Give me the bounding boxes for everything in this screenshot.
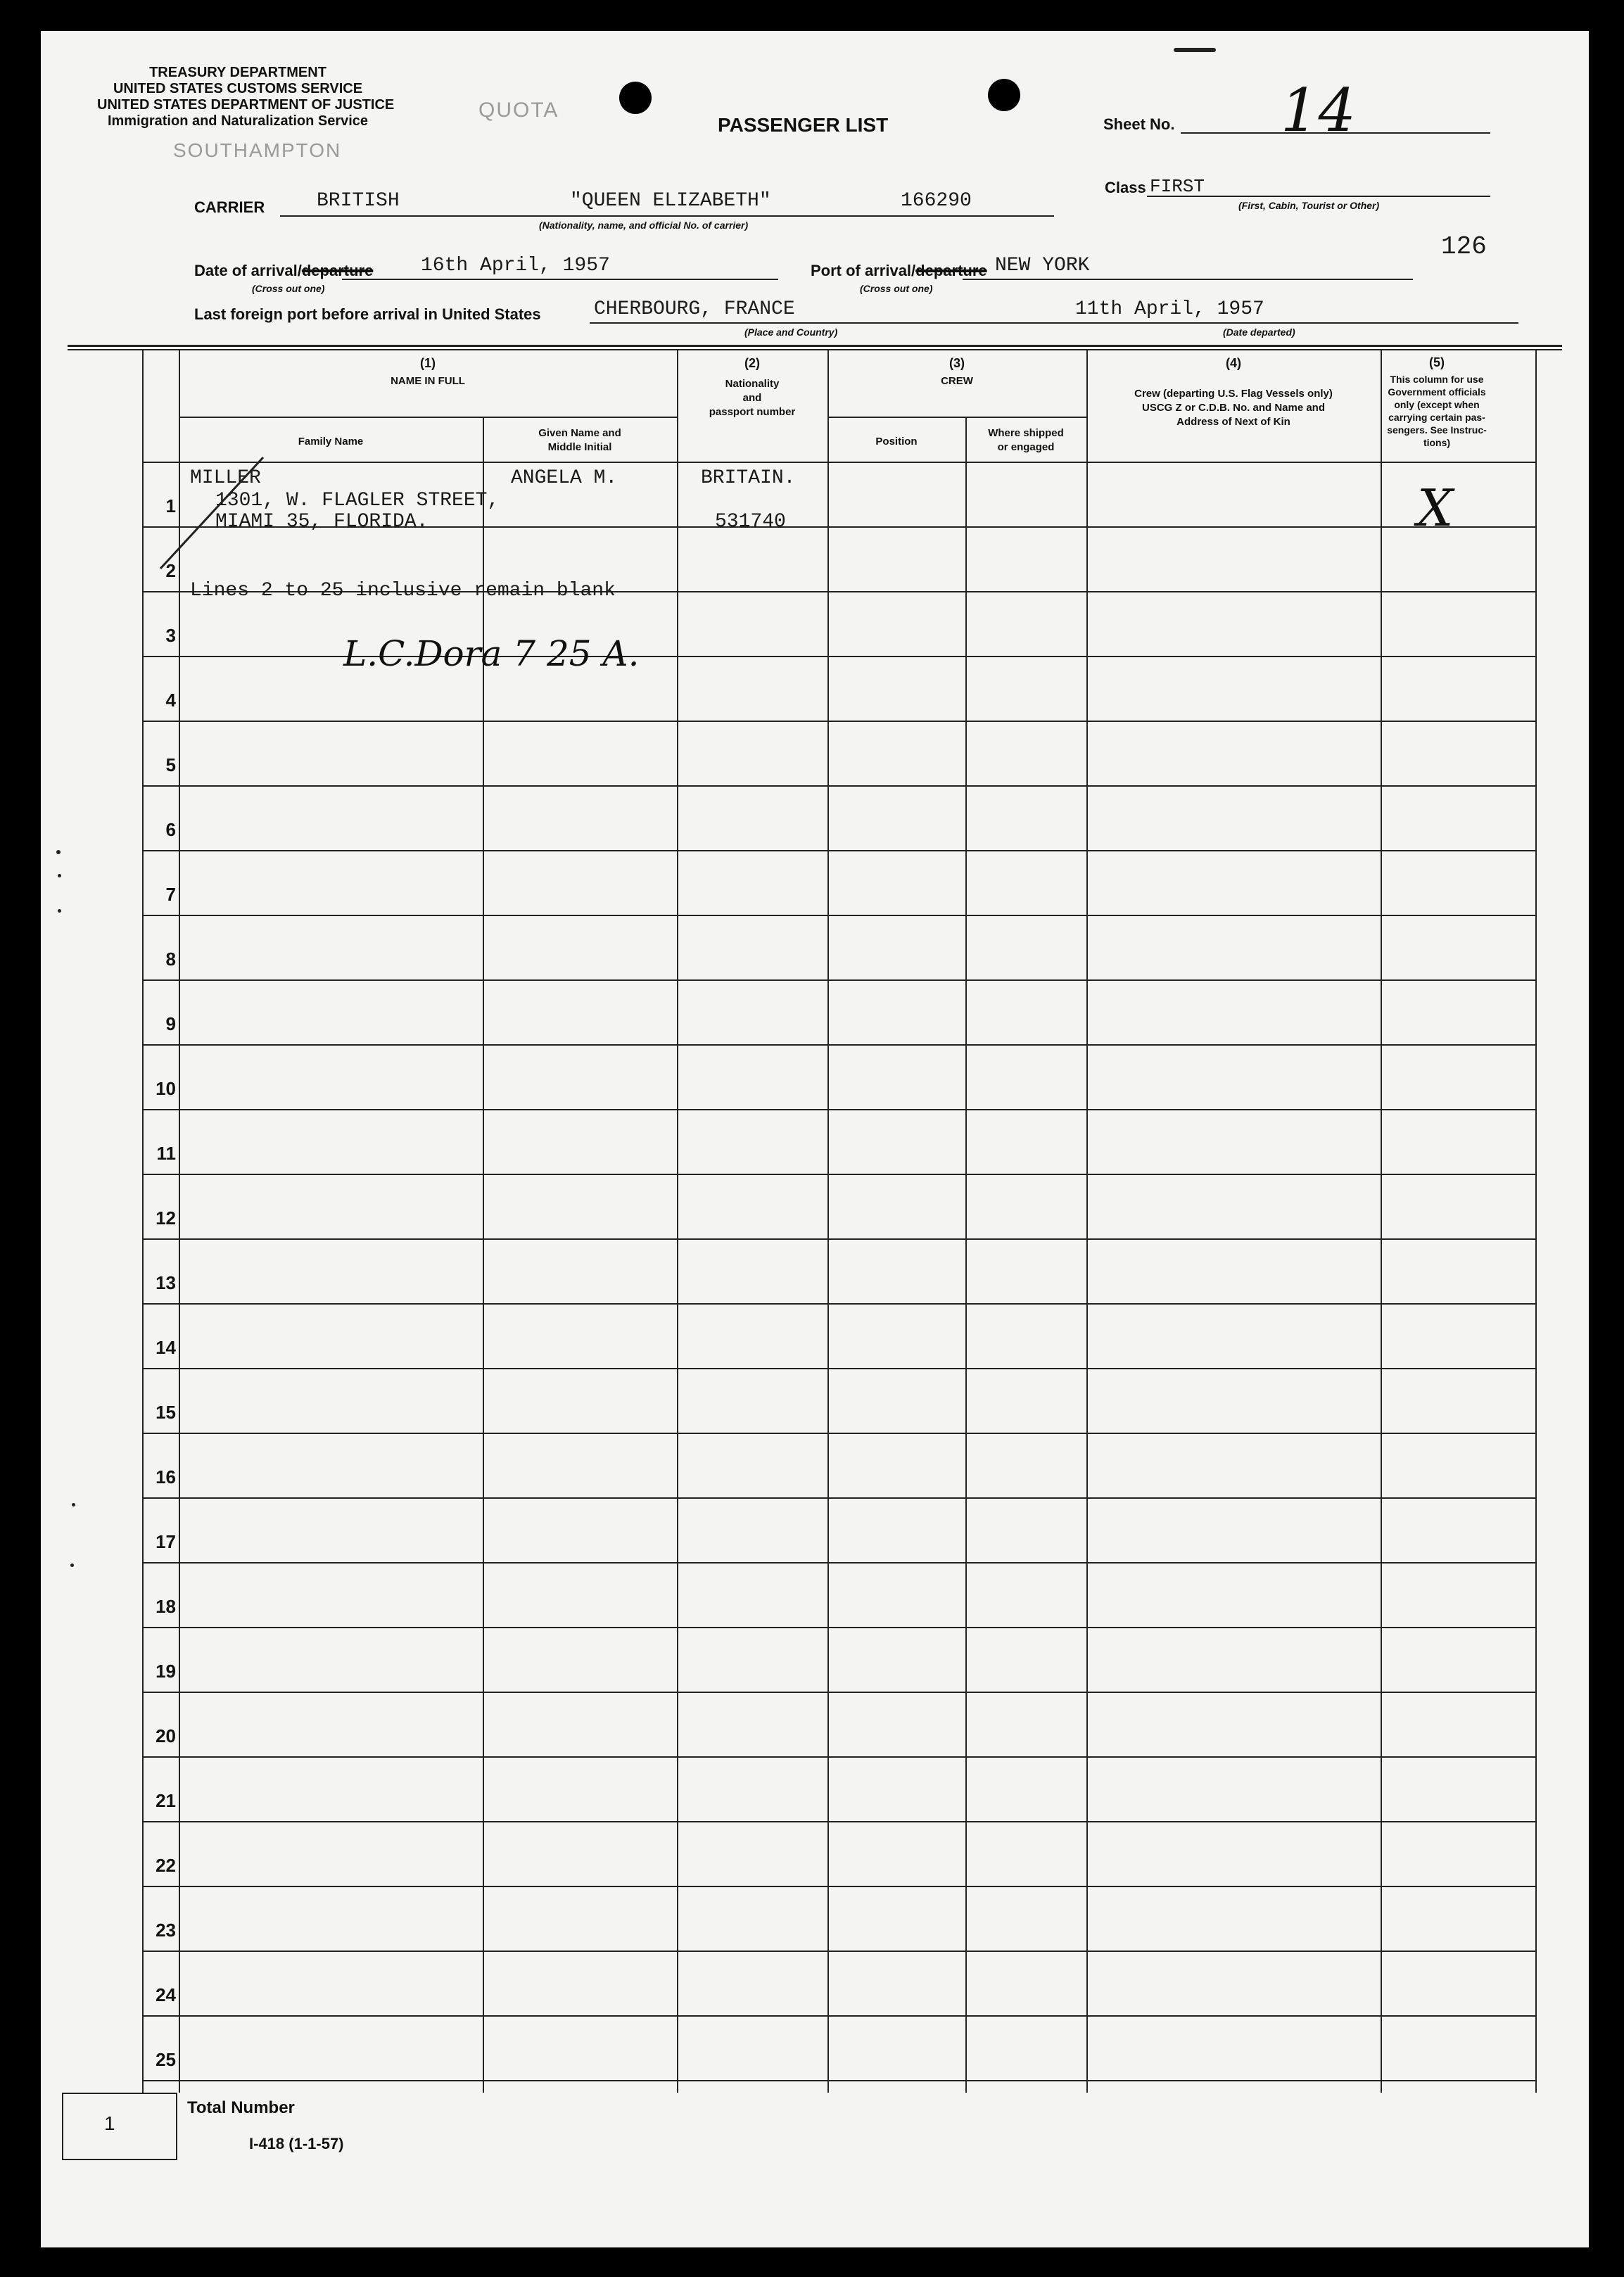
line1-slash: [139, 429, 322, 570]
table-row-rule: [142, 1562, 1535, 1564]
page-number: 126: [1441, 232, 1487, 261]
row-number: 23: [156, 1920, 176, 1941]
row-number: 5: [165, 754, 176, 775]
col2-number: (2): [744, 356, 760, 370]
table-row-rule: [142, 2015, 1535, 2017]
date-departed-value: 11th April, 1957: [1075, 298, 1264, 320]
row-number: 25: [156, 2049, 176, 2070]
official-use-line5: sengers. See Instruc-: [1387, 424, 1487, 436]
passenger-given-name: ANGELA M.: [511, 467, 618, 489]
arrival-port-label-text: Port of arrival/: [811, 262, 916, 279]
row-number: 1: [165, 495, 176, 516]
form-title: PASSENGER LIST: [718, 114, 889, 136]
punch-hole-right: [988, 79, 1020, 111]
row-number: 18: [156, 1596, 176, 1617]
arrival-date-caption: (Cross out one): [252, 283, 325, 294]
row-number: 19: [156, 1661, 176, 1682]
position-header: Position: [875, 436, 918, 448]
row-number: 14: [156, 1337, 176, 1358]
row-number: 12: [156, 1207, 176, 1229]
header-sub-rule: [827, 417, 1086, 418]
arrival-date-label: [194, 262, 373, 280]
given-name-line1: Given Name and: [538, 427, 621, 439]
carrier-official-number: 166290: [901, 190, 972, 212]
quota-stamp: QUOTA: [478, 99, 559, 122]
table-row-rule: [142, 1756, 1535, 1758]
official-use-line2: Government officials: [1388, 386, 1486, 398]
table-row-rule: [142, 850, 1535, 851]
col1-title: NAME IN FULL: [391, 375, 465, 387]
table-row-rule: [142, 1238, 1535, 1240]
row-number: 16: [156, 1466, 176, 1488]
row-number: 3: [165, 625, 176, 646]
last-port-value: CHERBOURG, FRANCE: [594, 298, 795, 320]
arrival-date-struck: departure: [301, 262, 374, 279]
col4-number: (4): [1226, 356, 1241, 370]
table-row-rule: [142, 2080, 1535, 2081]
nationality-line2: and: [742, 392, 762, 404]
official-use-line3: only (except when: [1394, 399, 1480, 410]
official-use-line6: tions): [1423, 437, 1451, 448]
col3-number: (3): [949, 356, 965, 370]
margin-dot-5: [70, 1564, 74, 1567]
col5-number: (5): [1429, 355, 1445, 369]
table-row-rule: [142, 979, 1535, 981]
next-of-kin-line1: Crew (departing U.S. Flag Vessels only): [1134, 388, 1333, 400]
official-use-line1: This column for use: [1390, 374, 1484, 385]
header-rule-2: [68, 349, 1562, 350]
row-number: 21: [156, 1790, 176, 1811]
total-label: Total Number: [187, 2098, 295, 2117]
table-row-rule: [142, 1174, 1535, 1175]
table-row-rule: [142, 1951, 1535, 1952]
table-row-rule: [142, 1368, 1535, 1369]
table-row-rule: [142, 721, 1535, 722]
row-number: 10: [156, 1078, 176, 1099]
arrival-port-caption: (Cross out one): [860, 283, 933, 294]
arrival-date-value: 16th April, 1957: [421, 255, 610, 277]
official-use-line4: carrying certain pas-: [1388, 412, 1485, 423]
total-value: 1: [104, 2112, 115, 2134]
last-port-label: Last foreign port before arrival in United States: [194, 305, 541, 323]
official-mark-x: X: [1417, 478, 1454, 538]
sheet-number: 14: [1281, 76, 1356, 145]
where-shipped-line1: Where shipped: [988, 427, 1064, 439]
next-of-kin-line2: USCG Z or C.D.B. No. and Name and: [1141, 402, 1326, 414]
table-row-rule: [142, 462, 1535, 463]
southampton-stamp: SOUTHAMPTON: [173, 139, 342, 161]
table-row-rule: [142, 1303, 1535, 1305]
passenger-address-line1: 1301, W. FLAGLER STREET,: [215, 490, 500, 512]
row-number: 17: [156, 1531, 176, 1552]
carrier-nationality: BRITISH: [317, 190, 400, 212]
row-number: 24: [156, 1984, 176, 2005]
margin-dot-2: [58, 874, 61, 877]
carrier-caption: (Nationality, name, and official No. of carrier): [539, 220, 749, 231]
last-port-caption: (Place and Country): [744, 326, 838, 338]
passenger-address-line2: MIAMI 35, FLORIDA.: [215, 511, 429, 533]
col1-number: (1): [420, 356, 436, 370]
crew-title: CREW: [941, 375, 973, 387]
table-row-rule: [142, 1433, 1535, 1434]
col1-header: [179, 356, 677, 388]
agency-treasury: TREASURY DEPARTMENT: [149, 65, 326, 80]
given-name-line2: Middle Initial: [547, 441, 612, 453]
table-column-rule: [1086, 349, 1088, 2093]
row-number: 11: [156, 1143, 176, 1164]
blank-lines-note: Lines 2 to 25 inclusive remain blank: [190, 580, 616, 602]
row-number: 20: [156, 1725, 176, 1746]
table-row-rule: [142, 915, 1535, 916]
official-use-header: [1381, 356, 1493, 449]
ink-speck: [1174, 48, 1216, 52]
where-shipped-header: [965, 426, 1086, 455]
table-column-rule: [827, 349, 829, 2093]
nationality-line3: passport number: [709, 406, 796, 418]
table-column-rule: [677, 349, 678, 2093]
row-number: 7: [165, 884, 176, 905]
table-row-rule: [142, 785, 1535, 787]
where-shipped-line2: or engaged: [997, 441, 1055, 453]
next-of-kin-header: [1086, 356, 1381, 429]
punch-hole-left: [619, 82, 652, 114]
arrival-port-value: NEW YORK: [995, 255, 1090, 277]
class-label: Class: [1105, 179, 1146, 196]
row-number: 9: [165, 1013, 176, 1034]
row-number: 15: [156, 1402, 176, 1423]
table-row-rule: [142, 1044, 1535, 1046]
table-column-rule: [1535, 349, 1537, 2093]
agency-customs: UNITED STATES CUSTOMS SERVICE: [113, 81, 363, 96]
row-number: 22: [156, 1855, 176, 1876]
row-number: 13: [156, 1272, 176, 1293]
date-departed-caption: (Date departed): [1223, 326, 1295, 338]
given-name-header: [483, 426, 677, 455]
agency-header: [97, 65, 395, 129]
table-column-rule: [1381, 349, 1382, 2093]
last-port-underline: [590, 322, 1075, 324]
sheet-label: Sheet No.: [1103, 115, 1175, 133]
table-row-rule: [142, 1627, 1535, 1628]
header-rule-1: [68, 345, 1562, 347]
arrival-date-underline: [342, 279, 778, 280]
form-number: I-418 (1-1-57): [249, 2135, 344, 2152]
table-row-rule: [142, 1497, 1535, 1499]
arrival-port-label: [811, 262, 987, 280]
crew-header: [827, 356, 1086, 388]
passenger-passport: 531740: [715, 511, 786, 533]
row-number: 8: [165, 949, 176, 970]
class-caption: (First, Cabin, Tourist or Other): [1238, 200, 1380, 211]
table-row-rule: [142, 1109, 1535, 1110]
header-sub-rule: [179, 417, 677, 418]
agency-justice: UNITED STATES DEPARTMENT OF JUSTICE: [97, 97, 395, 113]
table-column-rule: [179, 349, 180, 2093]
carrier-label: CARRIER: [194, 198, 265, 216]
margin-dot-4: [72, 1503, 75, 1507]
carrier-ship-name: "QUEEN ELIZABETH": [570, 190, 771, 212]
row-number: 4: [165, 690, 176, 711]
row-number: 2: [165, 560, 176, 581]
passenger-family-name: MILLER: [190, 467, 261, 489]
table-row-rule: [142, 1886, 1535, 1887]
arrival-port-struck: departure: [915, 262, 987, 279]
date-departed-underline: [1075, 322, 1518, 324]
carrier-underline: [280, 215, 1054, 217]
passenger-list-form: [41, 31, 1589, 2247]
table-row-rule: [142, 1821, 1535, 1822]
handwritten-annotation: L.C.Dora 7 25 A.: [343, 633, 640, 674]
row-number: 6: [165, 819, 176, 840]
total-box: [62, 2093, 177, 2160]
class-value: FIRST: [1150, 176, 1205, 197]
nationality-header: [677, 356, 827, 419]
table-row-rule: [142, 1692, 1535, 1693]
arrival-port-underline: [963, 279, 1413, 280]
family-name-header: Family Name: [298, 436, 364, 448]
agency-ins: Immigration and Naturalization Service: [107, 113, 369, 129]
margin-dot-1: [56, 850, 61, 854]
next-of-kin-line3: Address of Next of Kin: [1176, 416, 1290, 428]
passenger-nationality: BRITAIN.: [701, 467, 796, 489]
margin-dot-3: [58, 909, 61, 913]
arrival-date-label-text: Date of arrival/: [194, 262, 302, 279]
nationality-line1: Nationality: [725, 378, 780, 390]
table-column-rule: [965, 417, 967, 2093]
